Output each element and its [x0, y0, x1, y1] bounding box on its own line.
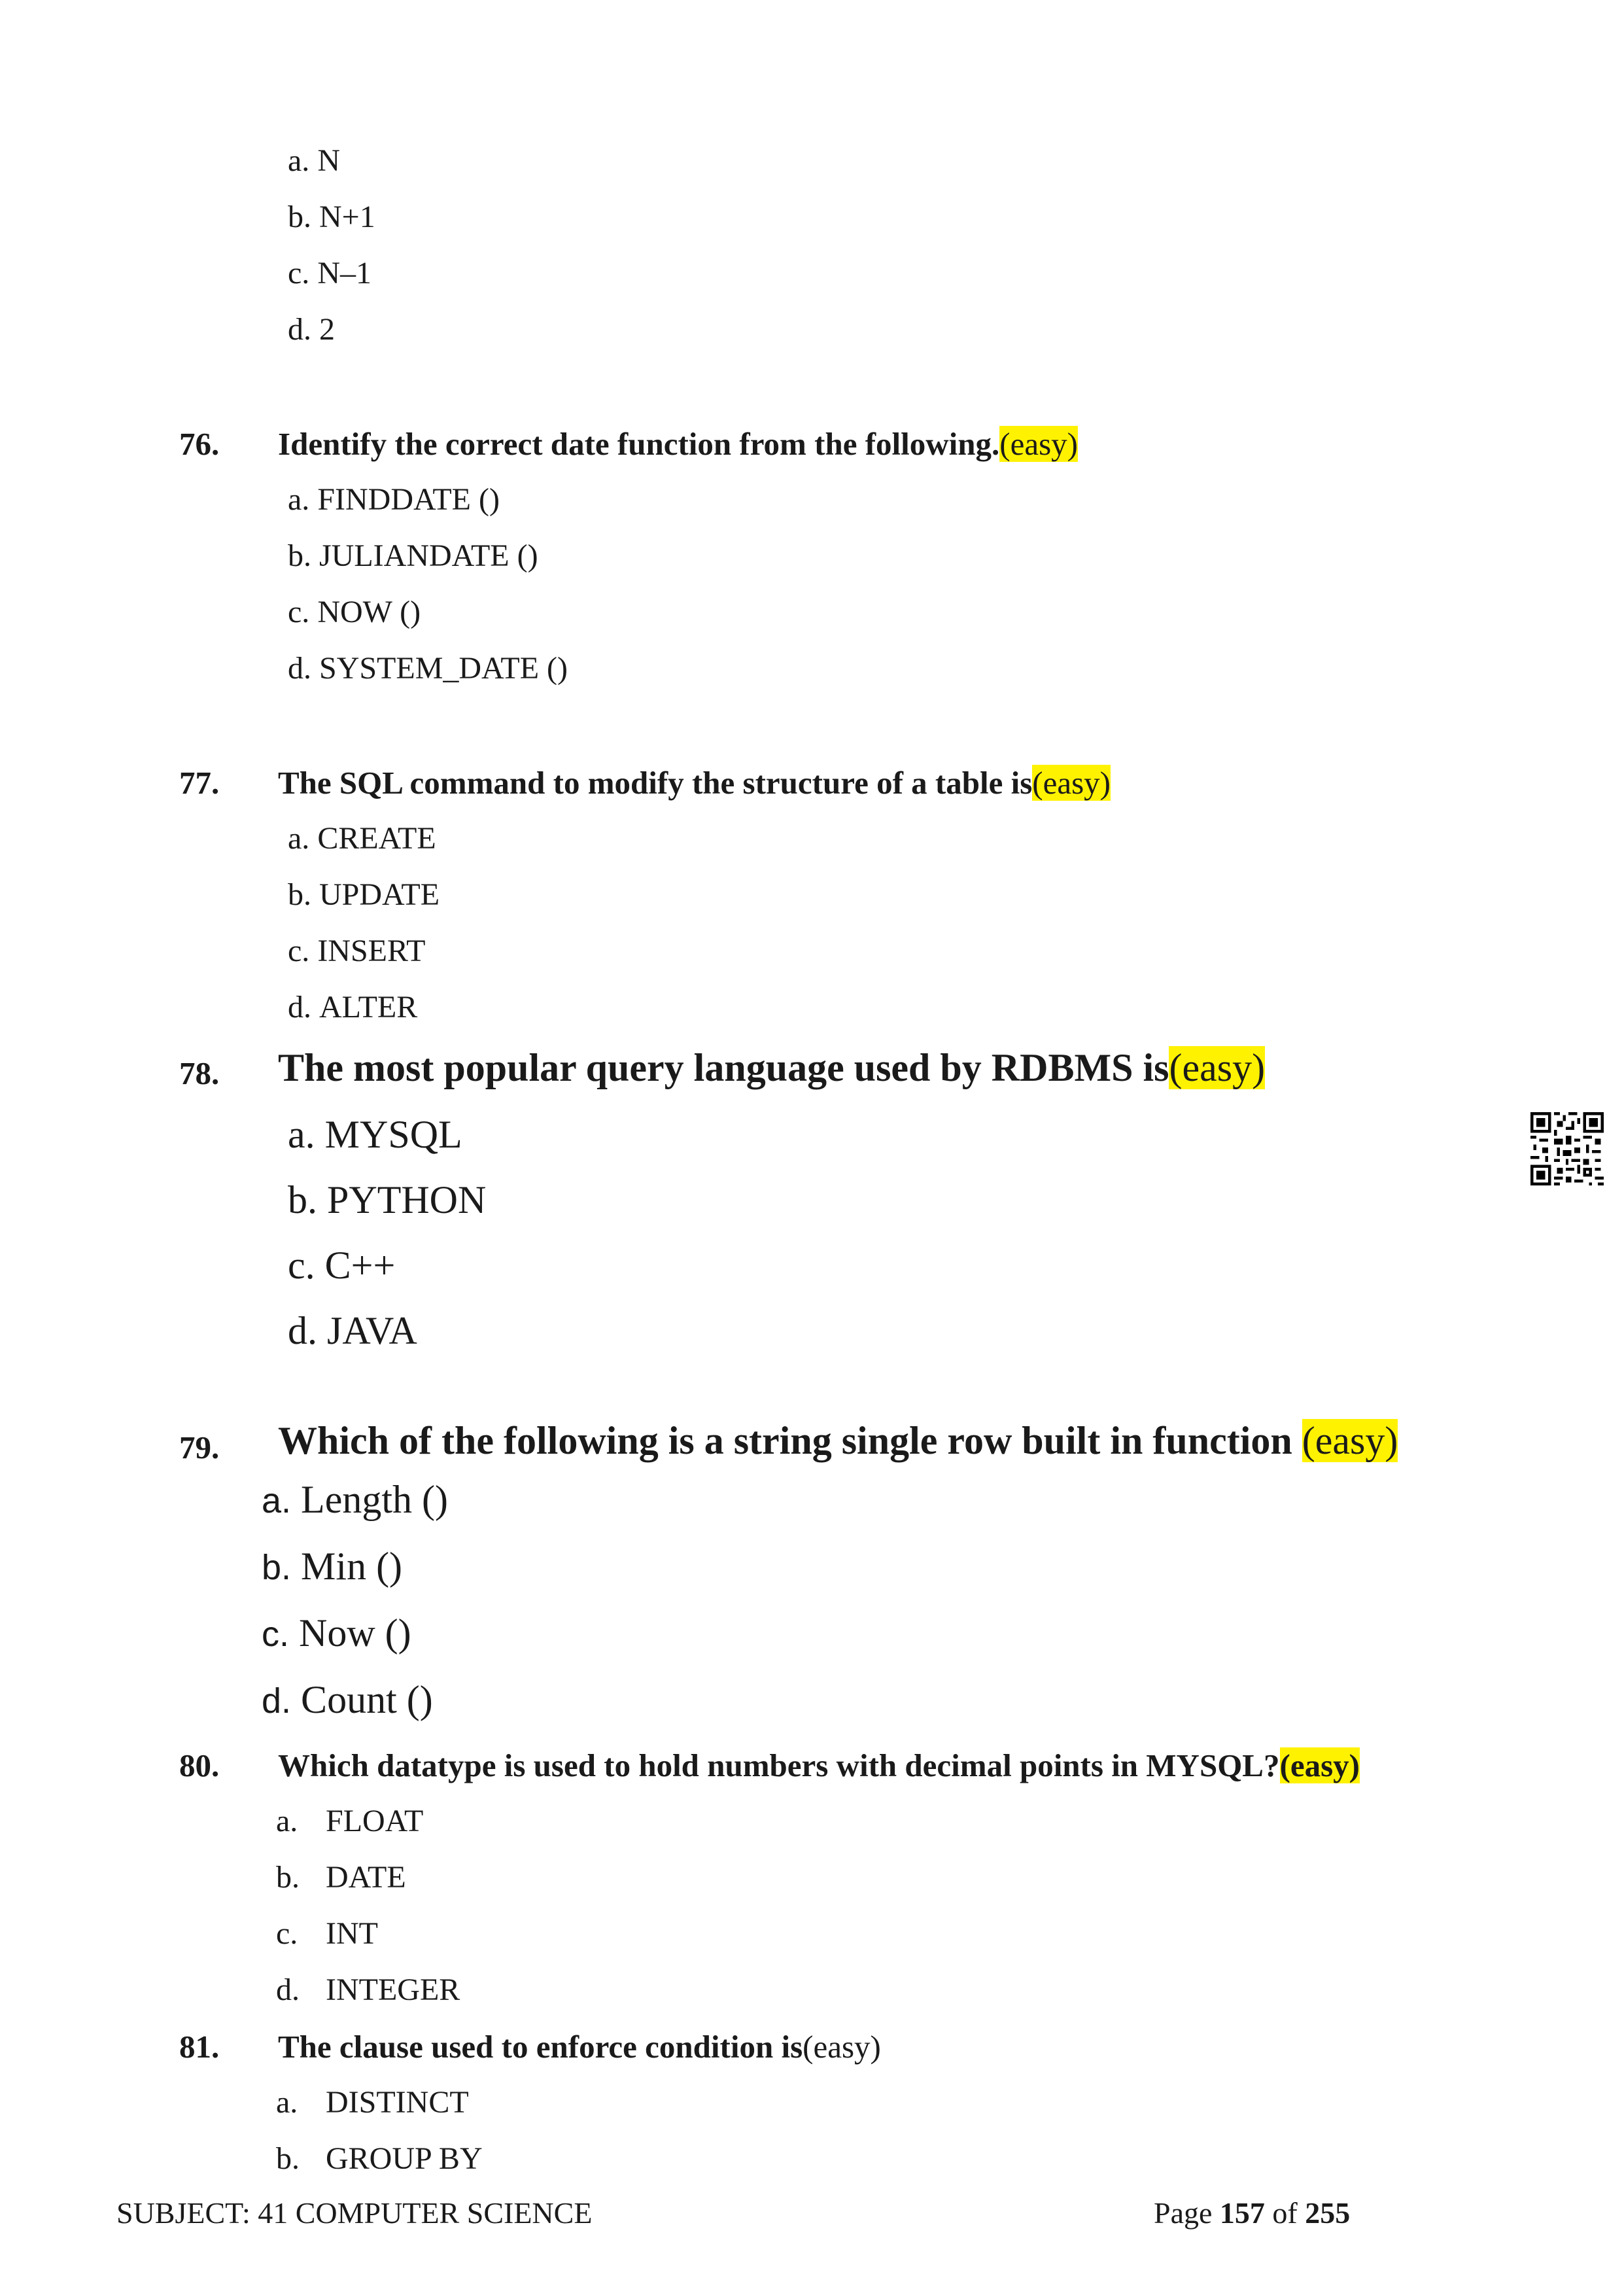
question-text: [278, 1747, 1360, 1784]
option-text: CREATE: [317, 821, 436, 856]
option-b: [276, 2141, 483, 2177]
page-current: 157: [1219, 2196, 1265, 2230]
option-c: [288, 933, 425, 969]
option-text: PYTHON: [327, 1178, 487, 1221]
option-b: [288, 877, 440, 913]
question-text: [278, 2028, 881, 2065]
qr-code-icon: [1530, 1112, 1604, 1185]
question-number: 81.: [179, 2029, 220, 2065]
option-b: [262, 1544, 402, 1589]
option-text: GROUP BY: [326, 2141, 483, 2176]
question-body: The SQL command to modify the structure of a table is: [278, 765, 1033, 801]
option-letter: a.: [288, 1113, 315, 1156]
option-text: N+1: [319, 200, 375, 234]
question-text: [278, 425, 1078, 463]
option-c: [288, 1243, 395, 1288]
question-text: [278, 1045, 1265, 1091]
option-letter: b.: [288, 1178, 317, 1221]
option-text: INT: [326, 1916, 378, 1951]
question-body: The most popular query language used by RDBMS is: [278, 1046, 1169, 1089]
option-letter: b.: [276, 1860, 300, 1895]
option-a: [276, 1803, 423, 1839]
option-a: [276, 2084, 469, 2120]
option-d: [288, 650, 568, 686]
option-b: [288, 199, 375, 235]
page-label: Page: [1154, 2196, 1213, 2230]
option-letter: a.: [276, 1804, 298, 1838]
option-text: DATE: [326, 1860, 406, 1895]
option-text: UPDATE: [319, 877, 440, 912]
question-number: 80.: [179, 1747, 220, 1783]
difficulty-tag: (easy): [999, 426, 1078, 462]
question-number: 78.: [179, 1055, 220, 1091]
option-text: NOW (): [317, 595, 421, 629]
option-a: [288, 1112, 462, 1157]
option-text: Length (): [301, 1478, 448, 1521]
option-letter: c.: [262, 1615, 290, 1654]
option-c: [288, 594, 421, 630]
option-text: MYSQL: [324, 1113, 462, 1156]
option-text: Count (): [301, 1678, 433, 1721]
option-letter: d.: [276, 1972, 300, 2007]
option-letter: c.: [288, 256, 310, 290]
option-a: [288, 482, 500, 517]
option-b: [276, 1859, 406, 1895]
option-letter: d.: [262, 1681, 292, 1721]
option-text: N: [317, 143, 340, 178]
question-text: [278, 764, 1111, 801]
question-body: Which datatype is used to hold numbers with decimal points in MYSQL?: [278, 1747, 1280, 1783]
option-letter: a.: [262, 1481, 292, 1520]
option-letter: c.: [288, 934, 310, 968]
option-a: [288, 143, 340, 179]
question-body: Identify the correct date function from the following.: [278, 426, 1000, 462]
question-text: [278, 1418, 1398, 1463]
difficulty-tag: (easy): [803, 2029, 881, 2065]
option-text: DISTINCT: [326, 2085, 469, 2120]
option-letter: c.: [276, 1916, 298, 1951]
difficulty-tag: (easy): [1032, 765, 1111, 801]
option-d: [288, 1308, 417, 1354]
option-d: [288, 989, 417, 1025]
difficulty-tag: (easy): [1169, 1046, 1266, 1089]
option-text: INSERT: [317, 934, 426, 968]
question-number: 79.: [179, 1429, 220, 1465]
option-text: 2: [319, 312, 335, 347]
option-text: JULIANDATE (): [319, 538, 538, 573]
option-letter: d.: [288, 312, 311, 347]
question-number: 77.: [179, 765, 220, 801]
option-text: SYSTEM_DATE (): [319, 651, 568, 686]
option-text: N–1: [317, 256, 371, 290]
option-letter: d.: [288, 990, 311, 1025]
option-letter: a.: [276, 2085, 298, 2120]
option-b: [288, 538, 538, 574]
option-letter: a.: [288, 821, 310, 856]
option-letter: a.: [288, 143, 310, 178]
option-letter: b.: [288, 200, 311, 234]
option-d: [262, 1677, 433, 1723]
option-letter: a.: [288, 482, 310, 517]
question-body: Which of the following is a string single row built in function: [278, 1419, 1292, 1462]
option-text: JAVA: [327, 1309, 417, 1352]
option-text: ALTER: [319, 990, 418, 1025]
option-letter: c.: [288, 595, 310, 629]
option-letter: b.: [288, 877, 311, 912]
option-c: [276, 1916, 378, 1952]
question-number: 76.: [179, 426, 220, 462]
option-d: [276, 1972, 460, 2008]
page-total: 255: [1305, 2196, 1351, 2230]
option-letter: d.: [288, 651, 311, 686]
option-c: [262, 1611, 411, 1656]
option-letter: b.: [276, 2141, 300, 2176]
question-body: The clause used to enforce condition is: [278, 2029, 803, 2065]
page-of: of: [1272, 2196, 1298, 2230]
option-letter: b.: [288, 538, 311, 573]
difficulty-tag: (easy): [1302, 1419, 1398, 1462]
option-text: C++: [324, 1244, 396, 1287]
footer-page-number: [1154, 2196, 1350, 2230]
option-letter: d.: [288, 1309, 317, 1352]
option-text: FINDDATE (): [317, 482, 500, 517]
option-b: [288, 1178, 486, 1223]
option-d: [288, 311, 335, 347]
option-a: [288, 820, 436, 856]
option-letter: b.: [262, 1548, 292, 1587]
option-a: [262, 1477, 448, 1522]
difficulty-tag: (easy): [1279, 1747, 1360, 1783]
option-text: Min (): [301, 1545, 403, 1588]
option-text: INTEGER: [326, 1972, 460, 2007]
option-c: [288, 255, 371, 291]
option-text: FLOAT: [326, 1804, 424, 1838]
option-text: Now (): [299, 1611, 411, 1655]
footer-subject: SUBJECT: 41 COMPUTER SCIENCE: [116, 2196, 593, 2230]
option-letter: c.: [288, 1244, 315, 1287]
